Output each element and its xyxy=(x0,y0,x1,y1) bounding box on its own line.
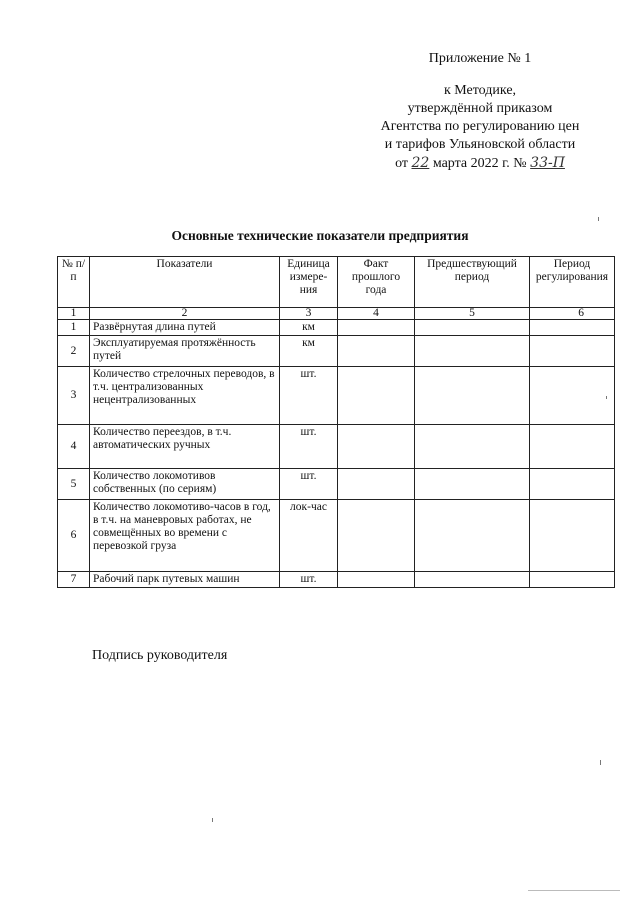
appendix-block xyxy=(330,50,630,173)
row-unit: шт. xyxy=(280,425,338,469)
header-cell: Предшествующий период xyxy=(415,257,530,308)
row-number: 3 xyxy=(58,367,90,425)
column-number-row xyxy=(58,308,615,320)
row-number: 1 xyxy=(58,320,90,336)
column-number: 2 xyxy=(90,308,280,320)
signature-label: Подпись руководителя xyxy=(92,648,228,663)
header-cell: № п/п xyxy=(58,257,90,308)
scan-speck xyxy=(606,396,607,399)
row-fact-cell xyxy=(338,469,415,500)
column-number: 5 xyxy=(415,308,530,320)
header-cell: Период регулирования xyxy=(530,257,615,308)
row-number: 6 xyxy=(58,500,90,572)
handwritten-day: 22 xyxy=(411,155,430,171)
row-indicator: Количество стрелочных переводов, в т.ч. централизованных нецентрализованных xyxy=(90,367,280,425)
column-number: 4 xyxy=(338,308,415,320)
appendix-line: утверждённой приказом xyxy=(407,101,553,116)
row-number: 7 xyxy=(58,572,90,588)
row-fact-cell xyxy=(338,367,415,425)
scan-speck xyxy=(212,818,213,822)
scan-speck xyxy=(600,760,601,765)
row-regulation-cell xyxy=(530,572,615,588)
header-cell: Показатели xyxy=(90,257,280,308)
row-fact-cell xyxy=(338,500,415,572)
row-indicator: Количество локомотивов собственных (по сериям) xyxy=(90,469,280,500)
row-unit: шт. xyxy=(280,367,338,425)
row-indicator: Количество переездов, в т.ч. автоматических ручных xyxy=(90,425,280,469)
table-row xyxy=(58,367,615,425)
document-title: Основные технические показатели предприятия xyxy=(171,228,469,243)
row-unit: шт. xyxy=(280,572,338,588)
row-number: 4 xyxy=(58,425,90,469)
row-regulation-cell xyxy=(530,469,615,500)
row-unit: лок-час xyxy=(280,500,338,572)
row-fact-cell xyxy=(338,425,415,469)
row-regulation-cell xyxy=(530,425,615,469)
date-prefix: от xyxy=(395,156,408,171)
header-cell: Факт прошлого года xyxy=(338,257,415,308)
column-number: 3 xyxy=(280,308,338,320)
row-unit: км xyxy=(280,336,338,367)
row-previous-cell xyxy=(415,336,530,367)
header-cell: Единица измере-ния xyxy=(280,257,338,308)
row-indicator: Рабочий парк путевых машин xyxy=(90,572,280,588)
appendix-line: Агентства по регулированию цен xyxy=(380,119,580,134)
row-regulation-cell xyxy=(530,367,615,425)
indicators-table xyxy=(57,256,615,588)
row-regulation-cell xyxy=(530,336,615,367)
row-previous-cell xyxy=(415,320,530,336)
table-row xyxy=(58,469,615,500)
row-indicator: Количество локомотиво-часов в год, в т.ч. на маневровых работах, не совмещённых во времени с перевозкой груза xyxy=(90,500,280,572)
row-previous-cell xyxy=(415,425,530,469)
table-row xyxy=(58,572,615,588)
row-unit: км xyxy=(280,320,338,336)
appendix-line: к Методике, xyxy=(443,83,517,98)
column-number: 1 xyxy=(58,308,90,320)
table-row xyxy=(58,320,615,336)
table-row xyxy=(58,336,615,367)
footer-rule xyxy=(528,890,620,891)
date-middle: марта 2022 г. № xyxy=(432,156,527,171)
row-fact-cell xyxy=(338,572,415,588)
row-regulation-cell xyxy=(530,500,615,572)
row-fact-cell xyxy=(338,336,415,367)
table-row xyxy=(58,425,615,469)
column-number: 6 xyxy=(530,308,615,320)
row-previous-cell xyxy=(415,469,530,500)
appendix-line: и тарифов Ульяновской области xyxy=(384,137,576,152)
row-number: 2 xyxy=(58,336,90,367)
row-previous-cell xyxy=(415,367,530,425)
appendix-title: Приложение № 1 xyxy=(428,51,532,66)
table-header-row xyxy=(58,257,615,308)
row-number: 5 xyxy=(58,469,90,500)
row-unit: шт. xyxy=(280,469,338,500)
scan-speck xyxy=(598,217,599,221)
row-previous-cell xyxy=(415,500,530,572)
row-indicator: Эксплуатируемая протяжённость путей xyxy=(90,336,280,367)
row-previous-cell xyxy=(415,572,530,588)
table-row xyxy=(58,500,615,572)
row-regulation-cell xyxy=(530,320,615,336)
row-indicator: Развёрнутая длина путей xyxy=(90,320,280,336)
appendix-date-line xyxy=(330,154,630,173)
row-fact-cell xyxy=(338,320,415,336)
handwritten-number: 33-П xyxy=(530,155,565,171)
